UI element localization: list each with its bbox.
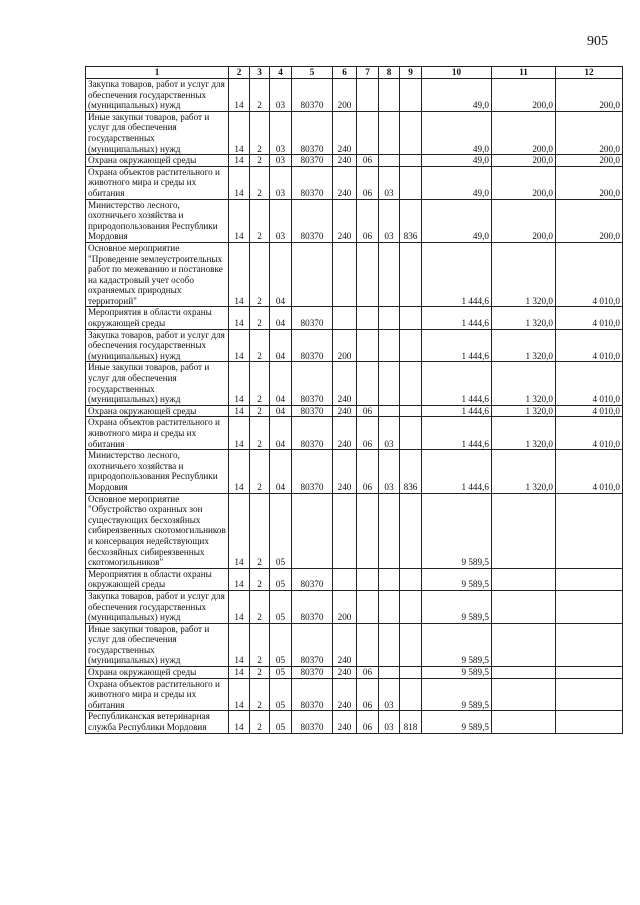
column-header: 11	[492, 67, 556, 79]
row-value-cell: 14	[229, 166, 250, 199]
row-name-cell: Мероприятия в области охраны окружающей среды	[86, 568, 229, 590]
row-value-cell: 80370	[292, 623, 333, 666]
row-value-cell: 200,0	[492, 155, 556, 167]
row-value-cell	[357, 111, 379, 154]
row-value-cell: 200,0	[492, 199, 556, 242]
row-value-cell: 240	[333, 111, 357, 154]
row-value-cell	[292, 493, 333, 568]
row-value-cell: 04	[270, 329, 292, 362]
row-value-cell: 14	[229, 493, 250, 568]
row-value-cell: 2	[250, 111, 270, 154]
row-value-cell: 06	[357, 405, 379, 417]
row-value-cell: 05	[270, 678, 292, 711]
row-value-cell	[400, 362, 422, 405]
row-value-cell: 14	[229, 405, 250, 417]
row-value-cell: 2	[250, 405, 270, 417]
row-value-cell: 06	[357, 667, 379, 679]
row-value-cell	[556, 568, 623, 590]
row-value-cell: 14	[229, 450, 250, 493]
column-header: 12	[556, 67, 623, 79]
row-value-cell: 2	[250, 493, 270, 568]
row-value-cell: 06	[357, 450, 379, 493]
row-value-cell	[400, 329, 422, 362]
column-header: 8	[379, 67, 400, 79]
row-value-cell: 05	[270, 667, 292, 679]
table-row	[86, 450, 623, 493]
row-value-cell: 06	[357, 711, 379, 733]
row-name-cell: Иные закупки товаров, работ и услуг для обеспечения государственных (муниципальных) нужд	[86, 623, 229, 666]
row-value-cell: 240	[333, 678, 357, 711]
row-value-cell: 80370	[292, 678, 333, 711]
row-value-cell: 80370	[292, 568, 333, 590]
row-value-cell: 200,0	[492, 166, 556, 199]
row-value-cell: 14	[229, 568, 250, 590]
table-row	[86, 590, 623, 623]
row-name-cell: Закупка товаров, работ и услуг для обеспечения государственных (муниципальных) нужд	[86, 329, 229, 362]
column-header: 2	[229, 67, 250, 79]
row-value-cell: 14	[229, 155, 250, 167]
row-value-cell: 05	[270, 493, 292, 568]
row-value-cell: 2	[250, 307, 270, 329]
row-value-cell	[357, 307, 379, 329]
row-value-cell: 80370	[292, 199, 333, 242]
row-value-cell	[556, 678, 623, 711]
row-value-cell	[379, 493, 400, 568]
column-header: 7	[357, 67, 379, 79]
row-name-cell: Иные закупки товаров, работ и услуг для обеспечения государственных (муниципальных) нужд	[86, 111, 229, 154]
row-value-cell: 2	[250, 568, 270, 590]
row-value-cell: 49,0	[422, 155, 492, 167]
row-value-cell: 1 444,6	[422, 307, 492, 329]
row-value-cell: 1 320,0	[492, 329, 556, 362]
row-value-cell: 240	[333, 450, 357, 493]
row-name-cell: Министерство лесного, охотничьего хозяйства и природопользования Республики Мордовия	[86, 199, 229, 242]
table-row	[86, 111, 623, 154]
row-value-cell: 04	[270, 307, 292, 329]
row-value-cell: 240	[333, 417, 357, 450]
row-value-cell: 05	[270, 590, 292, 623]
row-value-cell: 80370	[292, 362, 333, 405]
row-value-cell	[379, 242, 400, 307]
row-value-cell	[400, 667, 422, 679]
row-value-cell	[357, 362, 379, 405]
row-value-cell: 9 589,5	[422, 590, 492, 623]
row-value-cell	[379, 590, 400, 623]
row-value-cell: 2	[250, 155, 270, 167]
table-row	[86, 155, 623, 167]
row-value-cell: 240	[333, 405, 357, 417]
row-name-cell: Основное мероприятие "Проведение землеустроительных работ по межеванию и постановке на кадастровый учет особо охраняемых природных территорий"	[86, 242, 229, 307]
table-row	[86, 329, 623, 362]
column-header: 6	[333, 67, 357, 79]
row-value-cell: 1 320,0	[492, 242, 556, 307]
row-value-cell: 818	[400, 711, 422, 733]
row-value-cell: 2	[250, 79, 270, 112]
column-header: 1	[86, 67, 229, 79]
row-value-cell	[556, 711, 623, 733]
row-value-cell: 200,0	[492, 111, 556, 154]
row-value-cell: 06	[357, 166, 379, 199]
row-value-cell	[556, 493, 623, 568]
row-value-cell	[379, 329, 400, 362]
row-value-cell: 14	[229, 199, 250, 242]
row-value-cell	[400, 405, 422, 417]
row-name-cell: Основное мероприятие "Обустройство охранных зон существующих бесхозяйных сибиреязвенных скотомогильников и консервация недействующих бесхозяйных сибиреязвенных скотомогильников"	[86, 493, 229, 568]
row-value-cell: 9 589,5	[422, 493, 492, 568]
row-value-cell	[556, 667, 623, 679]
row-name-cell: Охрана окружающей среды	[86, 155, 229, 167]
row-value-cell: 1 444,6	[422, 362, 492, 405]
row-value-cell: 1 320,0	[492, 450, 556, 493]
row-value-cell: 06	[357, 199, 379, 242]
row-value-cell: 03	[270, 166, 292, 199]
column-header: 5	[292, 67, 333, 79]
row-value-cell: 03	[379, 166, 400, 199]
row-value-cell: 14	[229, 111, 250, 154]
row-value-cell: 2	[250, 242, 270, 307]
row-value-cell	[357, 590, 379, 623]
column-header: 9	[400, 67, 422, 79]
row-name-cell: Иные закупки товаров, работ и услуг для обеспечения государственных (муниципальных) нужд	[86, 362, 229, 405]
row-value-cell: 80370	[292, 155, 333, 167]
row-value-cell: 2	[250, 166, 270, 199]
row-value-cell: 2	[250, 711, 270, 733]
table-row	[86, 568, 623, 590]
row-name-cell: Закупка товаров, работ и услуг для обеспечения государственных (муниципальных) нужд	[86, 79, 229, 112]
row-value-cell: 80370	[292, 307, 333, 329]
row-value-cell: 03	[379, 678, 400, 711]
row-value-cell	[492, 493, 556, 568]
row-value-cell: 05	[270, 711, 292, 733]
table-row	[86, 405, 623, 417]
column-header: 3	[250, 67, 270, 79]
row-value-cell	[379, 362, 400, 405]
row-value-cell: 1 444,6	[422, 417, 492, 450]
row-value-cell: 2	[250, 678, 270, 711]
row-value-cell: 240	[333, 166, 357, 199]
row-value-cell: 2	[250, 667, 270, 679]
row-value-cell	[357, 493, 379, 568]
row-value-cell: 06	[357, 155, 379, 167]
row-value-cell	[357, 79, 379, 112]
row-value-cell: 03	[379, 450, 400, 493]
row-value-cell: 14	[229, 711, 250, 733]
row-value-cell	[492, 678, 556, 711]
row-name-cell: Республиканская ветеринарная служба Республики Мордовия	[86, 711, 229, 733]
row-value-cell: 4 010,0	[556, 242, 623, 307]
row-value-cell	[357, 242, 379, 307]
row-value-cell: 80370	[292, 111, 333, 154]
row-value-cell: 1 444,6	[422, 329, 492, 362]
row-value-cell: 9 589,5	[422, 667, 492, 679]
row-value-cell: 03	[270, 79, 292, 112]
row-value-cell: 14	[229, 623, 250, 666]
row-value-cell: 200,0	[556, 111, 623, 154]
row-value-cell: 14	[229, 590, 250, 623]
row-value-cell: 200	[333, 590, 357, 623]
row-value-cell: 4 010,0	[556, 362, 623, 405]
row-value-cell	[379, 405, 400, 417]
row-value-cell	[492, 711, 556, 733]
row-value-cell: 4 010,0	[556, 417, 623, 450]
row-value-cell: 04	[270, 242, 292, 307]
row-value-cell: 4 010,0	[556, 329, 623, 362]
row-value-cell	[400, 242, 422, 307]
row-value-cell: 1 444,6	[422, 405, 492, 417]
row-value-cell	[357, 623, 379, 666]
row-value-cell: 14	[229, 678, 250, 711]
row-value-cell: 9 589,5	[422, 711, 492, 733]
row-value-cell	[379, 623, 400, 666]
row-value-cell	[357, 329, 379, 362]
row-value-cell: 03	[270, 199, 292, 242]
row-value-cell: 04	[270, 417, 292, 450]
row-value-cell: 1 320,0	[492, 417, 556, 450]
row-value-cell: 836	[400, 199, 422, 242]
row-value-cell: 80370	[292, 166, 333, 199]
row-value-cell: 240	[333, 623, 357, 666]
row-value-cell: 80370	[292, 590, 333, 623]
row-value-cell	[333, 493, 357, 568]
row-value-cell: 240	[333, 711, 357, 733]
row-value-cell	[379, 667, 400, 679]
row-value-cell: 14	[229, 362, 250, 405]
row-value-cell	[400, 166, 422, 199]
row-value-cell: 2	[250, 590, 270, 623]
header-row	[86, 67, 623, 79]
table-row	[86, 307, 623, 329]
row-value-cell: 200	[333, 329, 357, 362]
row-value-cell: 80370	[292, 711, 333, 733]
row-value-cell: 9 589,5	[422, 623, 492, 666]
table-row	[86, 417, 623, 450]
row-value-cell: 240	[333, 667, 357, 679]
row-value-cell: 4 010,0	[556, 450, 623, 493]
row-value-cell	[400, 568, 422, 590]
row-name-cell: Охрана объектов растительного и животного мира и среды их обитания	[86, 417, 229, 450]
column-header: 4	[270, 67, 292, 79]
table-body	[86, 79, 623, 734]
row-value-cell: 03	[270, 111, 292, 154]
row-name-cell: Министерство лесного, охотничьего хозяйства и природопользования Республики Мордовия	[86, 450, 229, 493]
row-value-cell	[400, 307, 422, 329]
row-value-cell	[379, 568, 400, 590]
row-name-cell: Охрана окружающей среды	[86, 667, 229, 679]
row-value-cell	[333, 307, 357, 329]
row-value-cell: 2	[250, 450, 270, 493]
row-value-cell: 03	[270, 155, 292, 167]
row-value-cell	[400, 79, 422, 112]
budget-table	[85, 66, 623, 734]
row-value-cell: 04	[270, 450, 292, 493]
row-value-cell	[400, 678, 422, 711]
row-value-cell	[400, 111, 422, 154]
row-value-cell: 1 444,6	[422, 242, 492, 307]
row-value-cell: 14	[229, 79, 250, 112]
row-value-cell: 200	[333, 79, 357, 112]
row-value-cell: 1 320,0	[492, 405, 556, 417]
row-value-cell: 03	[379, 711, 400, 733]
row-value-cell: 4 010,0	[556, 405, 623, 417]
row-value-cell	[333, 242, 357, 307]
row-value-cell	[400, 155, 422, 167]
row-name-cell: Охрана окружающей среды	[86, 405, 229, 417]
row-value-cell: 49,0	[422, 79, 492, 112]
row-name-cell: Охрана объектов растительного и животного мира и среды их обитания	[86, 678, 229, 711]
row-value-cell: 4 010,0	[556, 307, 623, 329]
table-row	[86, 79, 623, 112]
row-value-cell	[379, 79, 400, 112]
row-value-cell: 06	[357, 417, 379, 450]
row-value-cell	[292, 242, 333, 307]
row-value-cell: 80370	[292, 329, 333, 362]
row-value-cell: 80370	[292, 405, 333, 417]
row-value-cell	[379, 155, 400, 167]
row-value-cell: 14	[229, 307, 250, 329]
row-value-cell: 836	[400, 450, 422, 493]
row-value-cell: 200,0	[556, 199, 623, 242]
row-value-cell: 200,0	[492, 79, 556, 112]
row-value-cell: 03	[379, 417, 400, 450]
row-value-cell	[333, 568, 357, 590]
table-row	[86, 493, 623, 568]
row-name-cell: Закупка товаров, работ и услуг для обеспечения государственных (муниципальных) нужд	[86, 590, 229, 623]
row-value-cell: 04	[270, 405, 292, 417]
row-value-cell	[357, 568, 379, 590]
row-value-cell	[556, 623, 623, 666]
row-value-cell	[400, 623, 422, 666]
row-value-cell: 2	[250, 417, 270, 450]
row-value-cell: 240	[333, 362, 357, 405]
row-value-cell: 2	[250, 623, 270, 666]
row-value-cell: 9 589,5	[422, 568, 492, 590]
row-name-cell: Мероприятия в области охраны окружающей среды	[86, 307, 229, 329]
row-value-cell: 1 320,0	[492, 362, 556, 405]
table-row	[86, 362, 623, 405]
row-value-cell: 240	[333, 199, 357, 242]
row-value-cell: 2	[250, 199, 270, 242]
row-value-cell: 200,0	[556, 166, 623, 199]
row-value-cell: 80370	[292, 79, 333, 112]
column-header: 10	[422, 67, 492, 79]
row-value-cell: 14	[229, 242, 250, 307]
row-value-cell	[379, 307, 400, 329]
page-number: 905	[587, 34, 608, 49]
row-value-cell: 14	[229, 417, 250, 450]
table-row	[86, 242, 623, 307]
table-row	[86, 623, 623, 666]
row-value-cell: 80370	[292, 417, 333, 450]
row-value-cell: 14	[229, 329, 250, 362]
table-row	[86, 711, 623, 733]
row-value-cell	[492, 568, 556, 590]
row-value-cell: 05	[270, 623, 292, 666]
row-value-cell	[492, 623, 556, 666]
row-value-cell	[400, 417, 422, 450]
row-value-cell	[556, 590, 623, 623]
table-row	[86, 199, 623, 242]
row-value-cell: 05	[270, 568, 292, 590]
table-row	[86, 667, 623, 679]
row-value-cell	[379, 111, 400, 154]
row-value-cell: 1 444,6	[422, 450, 492, 493]
row-value-cell: 04	[270, 362, 292, 405]
row-value-cell	[400, 590, 422, 623]
table-row	[86, 678, 623, 711]
row-value-cell: 1 320,0	[492, 307, 556, 329]
row-value-cell: 2	[250, 362, 270, 405]
row-value-cell: 14	[229, 667, 250, 679]
table-row	[86, 166, 623, 199]
row-value-cell: 2	[250, 329, 270, 362]
row-value-cell	[492, 590, 556, 623]
row-value-cell: 49,0	[422, 166, 492, 199]
row-value-cell	[492, 667, 556, 679]
row-value-cell: 9 589,5	[422, 678, 492, 711]
row-value-cell: 80370	[292, 667, 333, 679]
row-value-cell: 200,0	[556, 79, 623, 112]
row-value-cell: 49,0	[422, 111, 492, 154]
row-value-cell: 49,0	[422, 199, 492, 242]
row-value-cell: 240	[333, 155, 357, 167]
row-value-cell: 03	[379, 199, 400, 242]
row-value-cell: 200,0	[556, 155, 623, 167]
row-value-cell	[400, 493, 422, 568]
row-value-cell: 80370	[292, 450, 333, 493]
row-value-cell: 06	[357, 678, 379, 711]
row-name-cell: Охрана объектов растительного и животного мира и среды их обитания	[86, 166, 229, 199]
